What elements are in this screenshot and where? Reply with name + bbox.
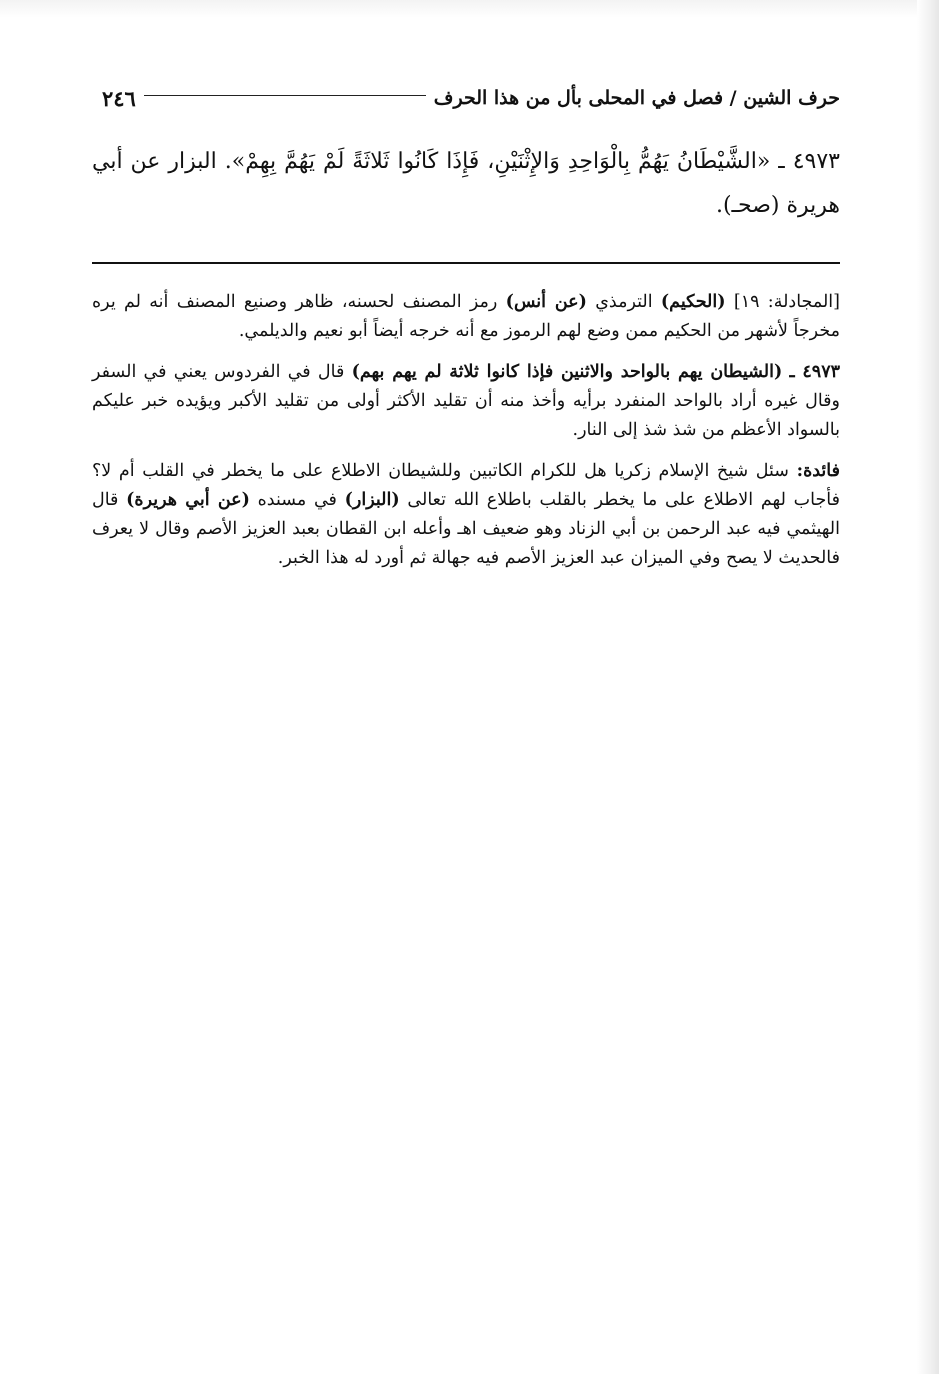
hadith-number: ٤٩٧٣ ـ xyxy=(778,149,840,174)
scan-shadow-top xyxy=(0,0,939,18)
hadith-number: ٤٩٧٣ ـ xyxy=(789,362,840,382)
source-name: (البزار) xyxy=(344,490,400,510)
hadith-text: «الشَّيْطَانُ يَهُمُّ بِالْوَاحِدِ وَالإِثْنَيْنِ، فَإِذَا كَانُوا ثَلاثَةً لَمْ يَهُمَّ بِهِمْ». xyxy=(224,149,771,174)
commentary-text: رمز المصنف لحسنه، ظاهر وصنيع المصنف أنه لم يره مخرجاً لأشهر من الحكيم ممن وضع لهم الرموز مع أنه خرجه أيضاً أبو نعيم والديلمي. xyxy=(92,292,840,341)
commentary-text: سئل شيخ الإسلام زكريا هل للكرام الكاتبين وللشيطان الاطلاع على ما يخطر في القلب أم لا؟ فأجاب لهم الاطلاع على ما يخطر بالقلب باطلاع الله تعالى xyxy=(92,461,840,510)
verse-reference: [المجادلة: ١٩] xyxy=(733,292,840,312)
commentary-paragraph-1 xyxy=(92,288,840,346)
commentary-text: الترمذي xyxy=(595,292,653,312)
commentary-paragraph-2 xyxy=(92,358,840,445)
note-label: فائدة: xyxy=(796,461,840,481)
narrator-name: (عن أنس) xyxy=(505,292,587,312)
hadith-quote: (الشيطان يهم بالواحد والاثنين فإذا كانوا ثلاثة لم يهم بهم) xyxy=(351,362,783,382)
scan-shadow-edge xyxy=(917,0,939,1374)
running-header xyxy=(92,78,840,118)
page-number: ٢٤٦ xyxy=(102,85,136,111)
commentary-paragraph-3 xyxy=(92,457,840,573)
commentary-text: قال الهيثمي فيه عبد الرحمن بن أبي الزناد وهو ضعيف اهـ وأعله ابن القطان بعبد العزيز الأصم وقال لا يعرف فالحديث لا يصح وفي الميزان عبد العزيز الأصم فيه جهالة ثم أورد له هذا الخبر. xyxy=(92,490,840,568)
hadith-main-text xyxy=(92,140,840,228)
narrator-name: (عن أبي هريرة) xyxy=(126,490,250,510)
header-title: حرف الشين / فصل في المحلى بأل من هذا الحرف xyxy=(433,87,840,109)
commentary-text: في مسنده xyxy=(257,490,337,510)
source-name: (الحكيم) xyxy=(660,292,726,312)
commentary-section xyxy=(92,288,840,585)
hadith-source: البزار عن أبي هريرة (صحـ). xyxy=(92,149,840,218)
commentary-text: قال في الفردوس يعني في السفر وقال غيره أراد بالواحد المنفرد برأيه وأخذ منه أن تقليد الأكثر أولى من تقليد الأكبر ويؤيده خبر عليكم بالسواد الأعظم من شذ شذ إلى النار. xyxy=(92,362,840,440)
header-rule xyxy=(144,95,426,96)
footnote-separator xyxy=(92,262,840,264)
